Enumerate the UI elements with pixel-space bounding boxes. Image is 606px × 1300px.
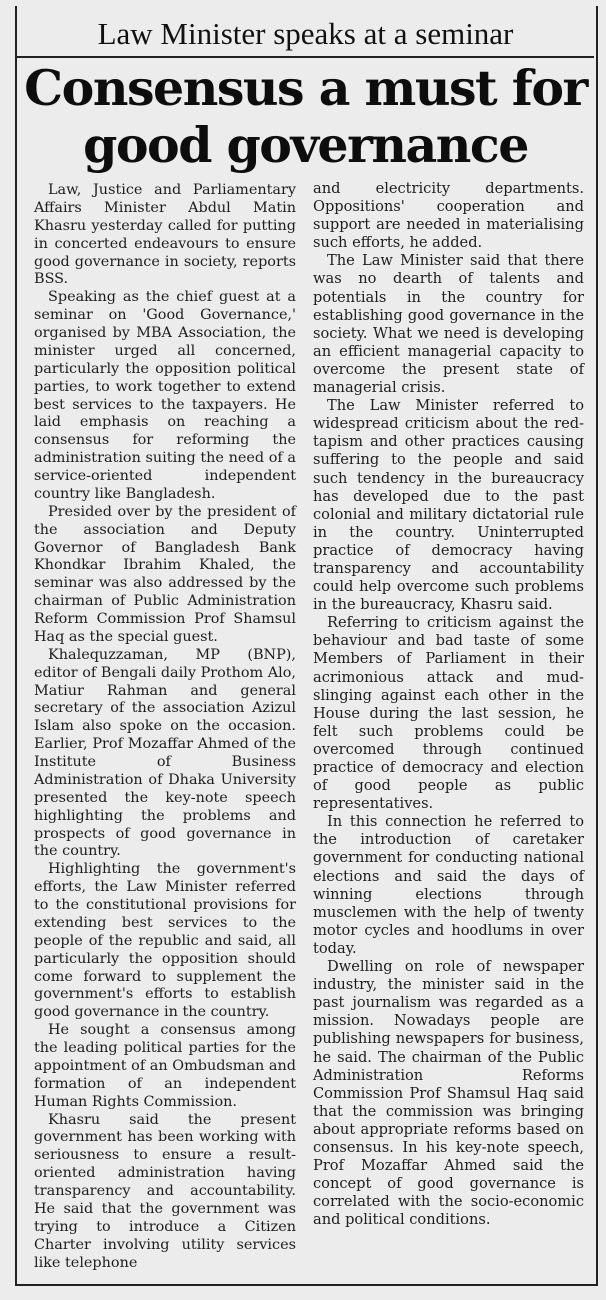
paragraph: Presided over by the president of the association and Deputy Governor of Bangladesh Bank Khondkar Ibrahim Khaled, the seminar was also addressed by the chairman of Public Administration Reform Commission Prof Shamsul Haq as the special guest. [34,503,296,645]
main-headline [17,60,594,174]
headline-line-1: Consensus a must for [24,59,587,117]
paragraph: In this connection he referred to the introduction of caretaker government for conducting national elections and said the days of winning elections through musclemen with the help of twenty motor cycles and hoodlums in over today. [313,813,584,957]
headline-line-2: good governance [83,116,528,174]
paragraph: The Law Minister said that there was no dearth of talents and potentials in the country for establishing good governance in the society. What we need is developing an efficient managerial capacity to overcome the present state of managerial crisis. [313,252,584,397]
paragraph: Referring to criticism against the behaviour and bad taste of some Members of Parliament in their acrimonious attack and mud-slinging against each other in the House during the last session, he felt such problems could be overcomed through continued practice of democracy and election of good people as public representatives. [313,614,584,813]
paragraph: He sought a consensus among the leading political parties for the appointment of an Ombudsman and formation of an independent Human Rights Commission. [34,1022,296,1110]
paragraph: Dwelling on role of newspaper industry, the minister said in the past journalism was regarded as a mission. Nowadays people are publishing newspapers for business, he said. The chairman of the Public Administration Reforms Commission Prof Shamsul Haq said that the commission was bringing about appropriate reforms based on consensus. In his key-note speech, Prof Mozaffar Ahmed said the concept of good governance is correlated with the socio-economic and political conditions. [313,958,584,1229]
kicker-divider [17,56,594,58]
article-column-left [34,182,296,1272]
paragraph-continued: and electricity departments. Oppositions' cooperation and support are needed in materialising such efforts, he added. [313,180,584,252]
paragraph: Highlighting the government's efforts, the Law Minister referred to the constitutional provisions for extending best services to the people of the republic and said, all particularly the opposition should come forward to supplement the government's efforts to establish good governance in the country. [34,861,296,1021]
paragraph: Law, Justice and Parliamentary Affairs Minister Abdul Matin Khasru yesterday called for putting in concerted endeavours to ensure good governance in society, reports BSS. [34,182,296,288]
paragraph: Khalequzzaman, MP (BNP), editor of Bengali daily Prothom Alo, Matiur Rahman and general secretary of the association Azizul Islam also spoke on the occasion. Earlier, Prof Mozaffar Ahmed of the Institute of Business Administration of Dhaka University presented the key-note speech highlighting the problems and prospects of good governance in the country. [34,646,296,860]
paragraph: Khasru said the present government has been working with seriousness to ensure a result-oriented administration having transparency and accountability. He said that the government was trying to introduce a Citizen Charter involving utility services like telephone [34,1111,296,1271]
paragraph: Speaking as the chief guest at a seminar on 'Good Governance,' organised by MBA Association, the minister urged all concerned, particularly the opposition political parties, to work together to extend best services to the taxpayers. He laid emphasis on reaching a consensus for reforming the administration suiting the need of a service-oriented independent country like Bangladesh. [34,289,296,502]
paragraph: The Law Minister referred to widespread criticism about the red-tapism and other practices causing suffering to the people and said such tendency in the bureaucracy has developed due to the past colonial and military dictatorial rule in the country. Uninterrupted practice of democracy having transparency and accountability could help overcome such problems in the bureaucracy, Khasru said. [313,397,584,614]
article-column-right [313,180,584,1229]
kicker-headline: Law Minister speaks at a seminar [97,16,514,51]
